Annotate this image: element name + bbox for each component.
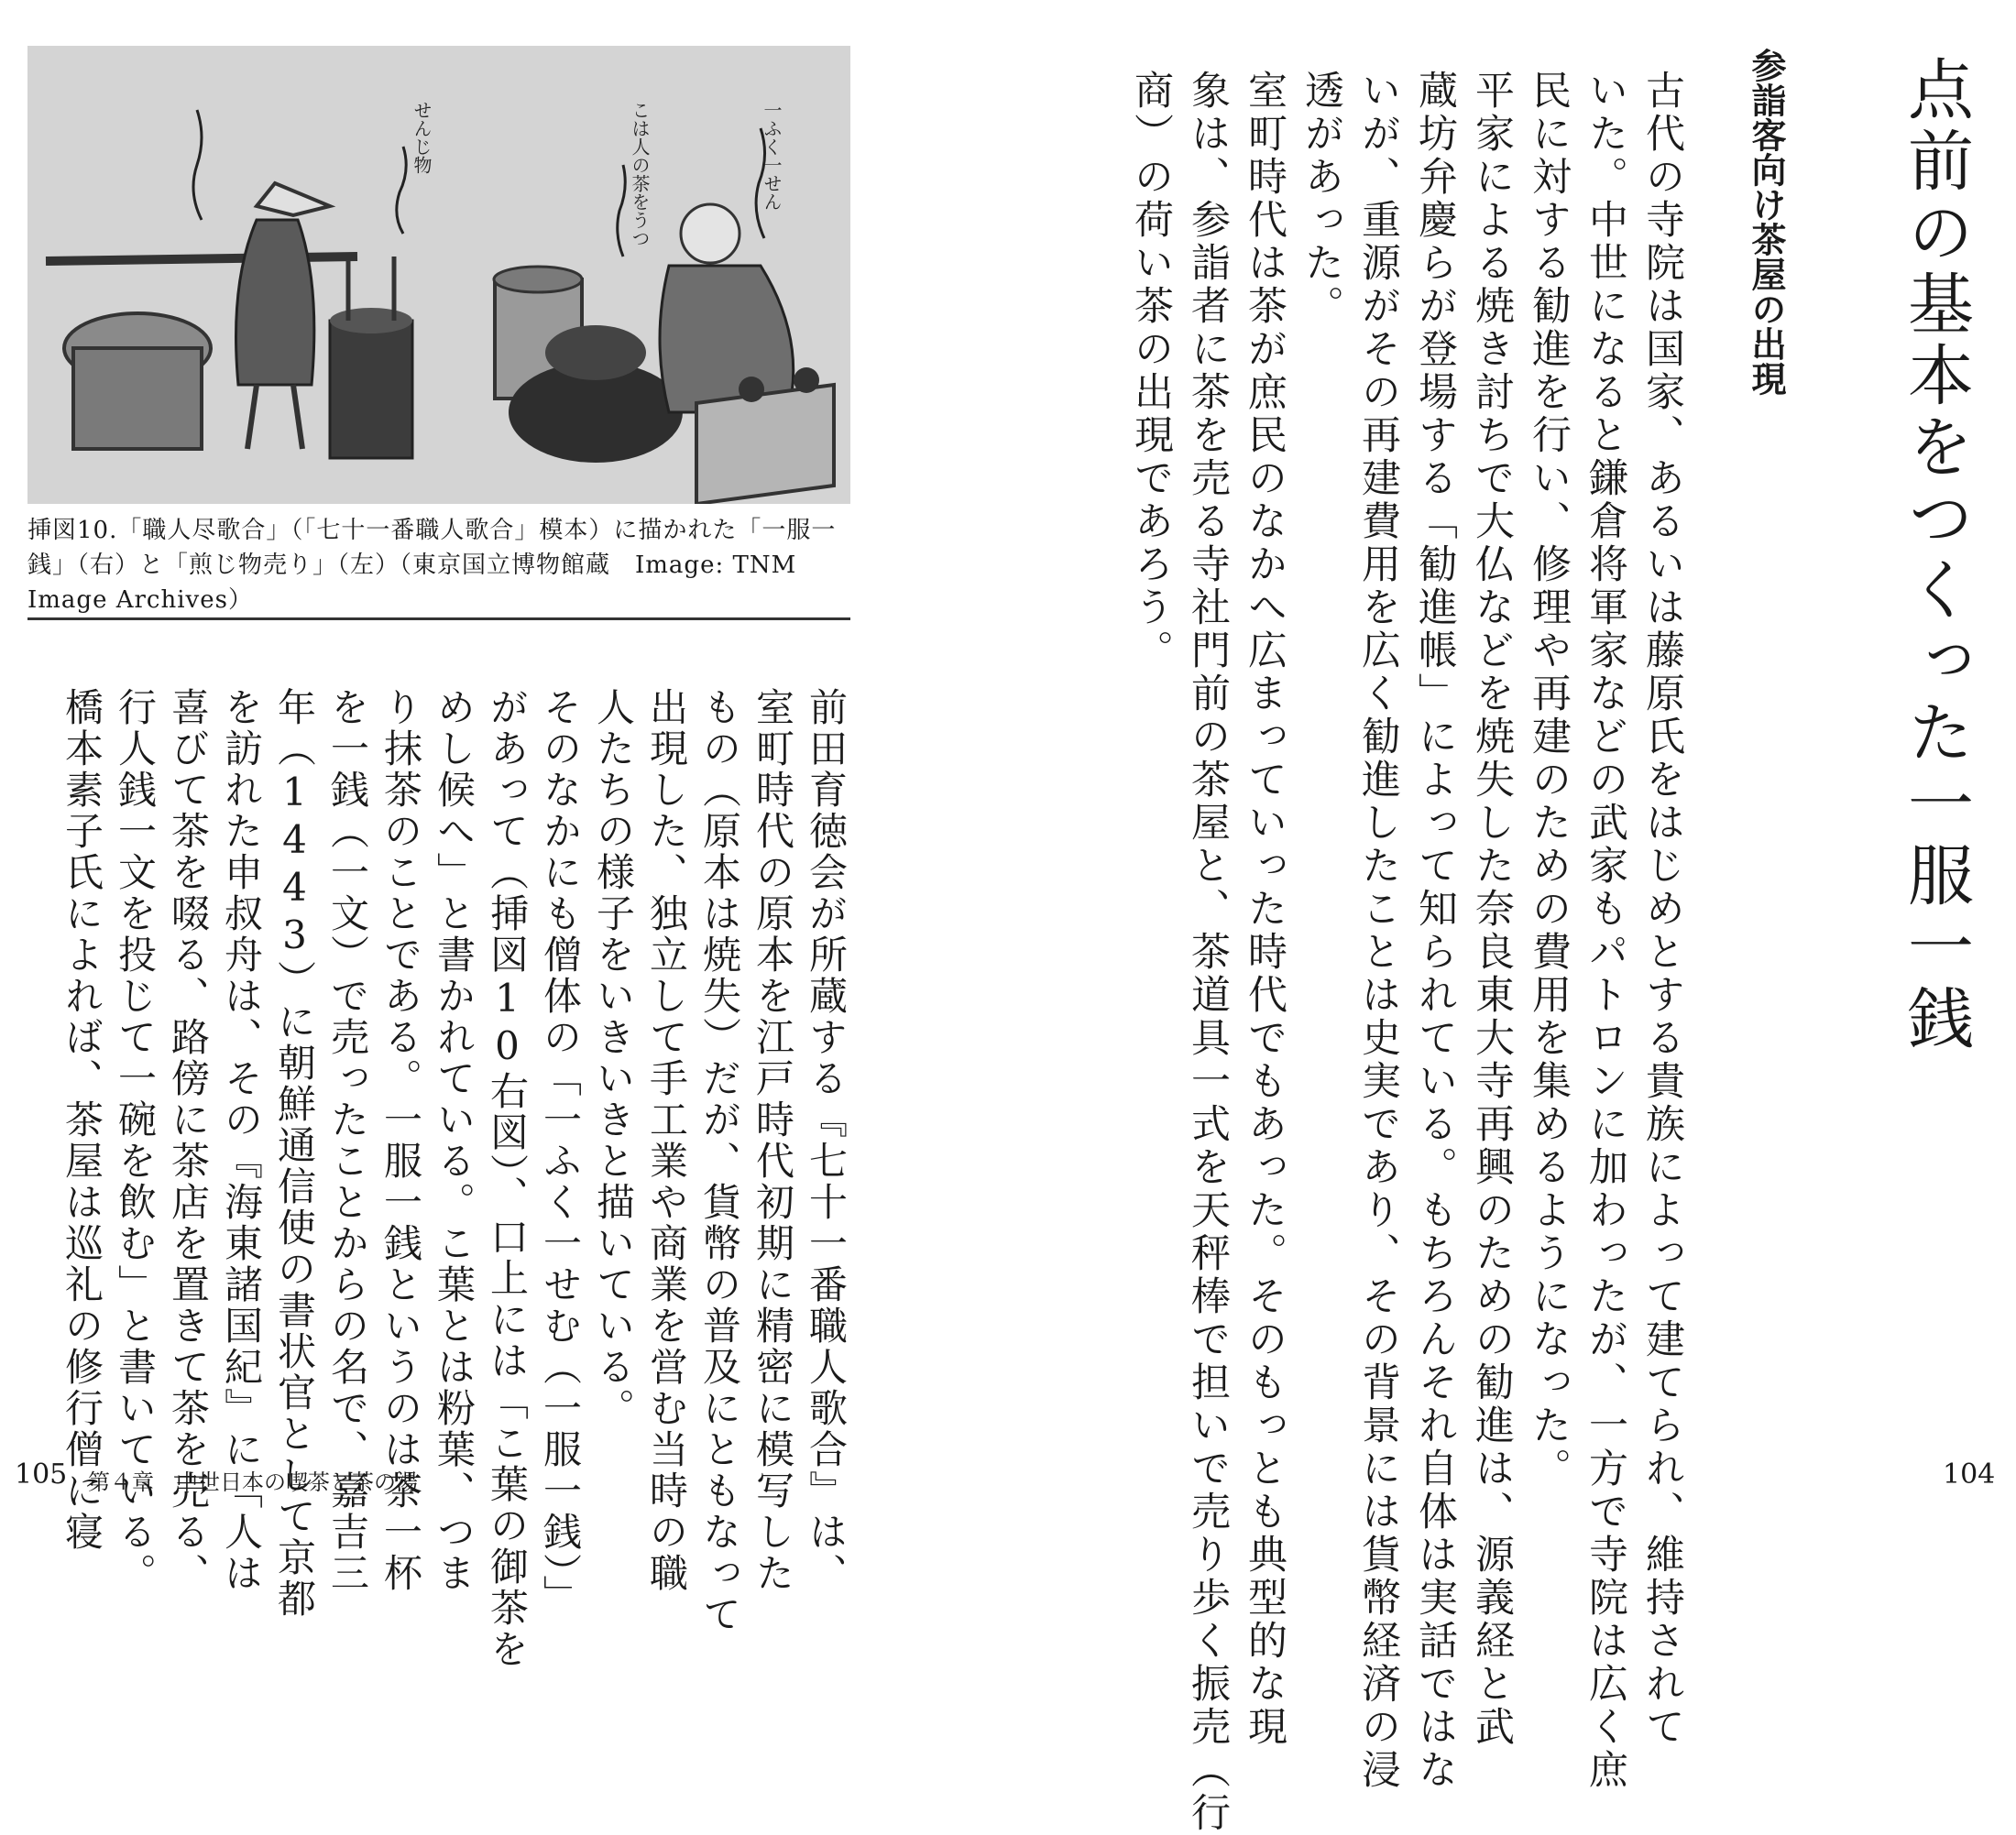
text-column: 商）の荷い茶の出現であろう。 [1128, 70, 1174, 672]
text-column: 透があった。 [1298, 70, 1344, 328]
figure-inscription: せんじ物 [411, 101, 433, 174]
section-subheading: 参詣客向け茶屋の出現 [1746, 48, 1786, 396]
text-column: 出現した、独立して手工業や商業を営む当時の職 [644, 687, 689, 1594]
text-column: があって（挿図10右図）、口上には「こ葉の御茶を [485, 687, 530, 1670]
text-column: めし候へ」と書かれている。こ葉とは粉葉、つま [432, 687, 477, 1594]
text-column: り抹茶のことである。一服一銭というのは茶一杯 [378, 687, 423, 1594]
text-column: 平家による焼き討ちで大仏などを焼失した奈良東大寺再興のための勧進は、源義経と武 [1469, 70, 1515, 1749]
scroll-painting [27, 46, 850, 504]
page-number-right: 104 [1943, 1458, 1996, 1491]
figure-inscription: こは人の茶をうつ [629, 101, 651, 247]
text-column: そのなかにも僧体の「一ふく一せむ（一服一銭）」 [538, 687, 583, 1616]
figure-inscription: 一ふく一せん [761, 101, 783, 211]
text-column: いた。中世になると鎌倉将軍家などの武家もパトロンに加わったが、一方で寺院は広く庶 [1583, 70, 1628, 1792]
text-column: いが、重源がその再建費用を広く勧進したことは史実であり、その背景には貨幣経済の浸 [1355, 70, 1401, 1792]
text-column: 室町時代は茶が庶民のなかへ広まっていった時代でもあった。そのもっとも典型的な現 [1242, 70, 1287, 1749]
text-column: 人たちの様子をいきいきと描いている。 [591, 687, 636, 1429]
text-column: を訪れた申叔舟は、その『海東諸国紀』に「人は [219, 687, 264, 1594]
text-column: 象は、参詣者に茶を売る寺社門前の茶屋と、茶道具一式を天秤棒で担いで売り歩く振売（行 [1185, 70, 1231, 1835]
figure-caption: 挿図10.「職人尽歌合」（「七十一番職人歌合」模本）に描かれた「一服一銭」（右）と「煎じ物売り」（左）（東京国立博物館蔵 Image: TNM Image Archives） [27, 517, 837, 614]
page-title: 点前の基本をつくった一服一銭 [1897, 55, 1974, 1055]
text-column: 行人銭一文を投じて一碗を飲む」と書いている。 [113, 687, 158, 1594]
text-column: を一銭（一文）で売ったことからの名で、嘉吉三 [325, 687, 370, 1594]
text-column: 古代の寺院は国家、あるいは藤原氏をはじめとする貴族によって建てられ、維持されて [1639, 70, 1685, 1749]
text-column: 橋本素子氏によれば、茶屋は巡礼の修行僧に寝 [60, 687, 104, 1553]
text-column: 喜びて茶を啜る、路傍に茶店を置きて茶を売る、 [166, 687, 211, 1594]
caption-divider [27, 617, 850, 620]
text-column: 室町時代の原本を江戸時代初期に精密に模写した [751, 687, 795, 1594]
page-number-left: 105 [15, 1458, 68, 1491]
text-column: 年（1443）に朝鮮通信使の書状官として京都 [272, 687, 317, 1620]
text-column: もの（原本は焼失）だが、貨幣の普及にともなって [697, 687, 742, 1635]
illustration-figure [27, 46, 850, 504]
text-column: 前田育徳会が所蔵する『七十一番職人歌合』は、 [804, 687, 849, 1594]
text-column: 蔵坊弁慶らが登場する「勧進帳」によって知られている。もちろんそれ自体は実話ではな [1412, 70, 1458, 1792]
text-column: 民に対する勧進を行い、修理や再建のための費用を集めるようになった。 [1526, 70, 1572, 1491]
chapter-running-head: 第４章 中世日本の喫茶と茶の湯 [88, 1469, 418, 1495]
